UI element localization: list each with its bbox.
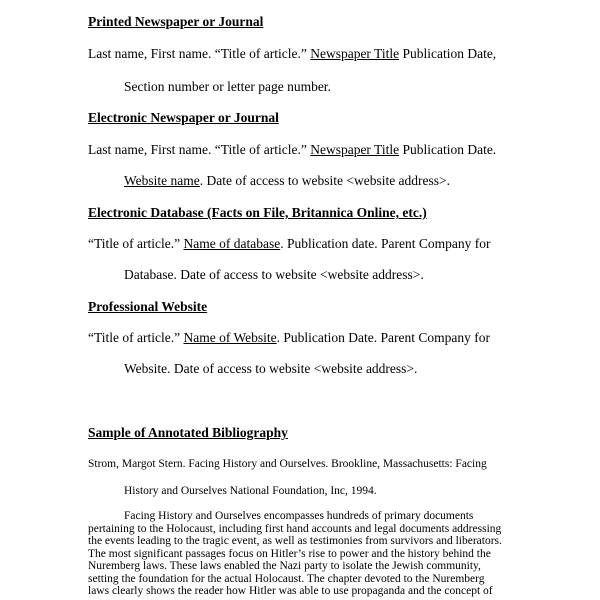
citation-format-line <box>88 236 491 252</box>
citation-format-line <box>88 142 496 158</box>
sample-citation-line: Strom, Margot Stern. Facing History and Ourselves. Brookline, Massachusetts: Facing <box>88 458 487 470</box>
citation-text: . Publication date. Parent Company for <box>280 236 491 251</box>
citation-text: “Title of article.” <box>88 236 184 251</box>
citation-underlined: Name of Website <box>183 330 277 345</box>
citation-format-line-indent <box>124 79 331 95</box>
citation-text: Publication Date. <box>399 142 497 157</box>
citation-underlined: Website name <box>124 173 200 188</box>
citation-text: Last name, First name. “Title of article.” <box>88 142 311 157</box>
sample-citation-line-indent: History and Ourselves National Foundation, Inc, 1994. <box>124 485 377 497</box>
annotation-line: pertaining to the Holocaust, including first hand accounts and legal documents addressing <box>88 522 502 535</box>
citation-format-line <box>88 46 496 62</box>
citation-format-line-indent <box>124 361 417 377</box>
annotation-line: The most significant passages focus on Hitler’s rise to power and the history behind the <box>88 547 491 560</box>
citation-format-line-indent <box>124 267 424 283</box>
citation-format-line <box>88 330 490 346</box>
annotation-line: Facing History and Ourselves encompasses hundreds of primary documents <box>124 510 474 522</box>
section-heading-electronic-newspaper: Electronic Newspaper or Journal <box>88 110 279 125</box>
annotation-line: laws clearly shows the reader how Hitler was able to use propaganda and the concept of <box>88 585 493 597</box>
citation-text: Publication Date, <box>399 46 497 61</box>
citation-format-line-indent <box>124 173 450 189</box>
citation-text: Database. Date of access to website <website address>. <box>124 267 424 282</box>
annotation-line: the events leading to the tragic event, as well as testimonies from survivors and liberators. <box>88 535 502 547</box>
section-heading-printed: Printed Newspaper or Journal <box>88 14 264 29</box>
section-heading-professional-website: Professional Website <box>88 299 208 314</box>
citation-underlined: Name of database <box>183 236 281 251</box>
citation-underlined: Newspaper Title <box>310 142 400 157</box>
citation-text: “Title of article.” <box>88 330 184 345</box>
annotation-line: Nuremberg laws. These laws enabled the Nazi party to isolate the Jewish community, <box>88 560 481 572</box>
annotation-paragraph <box>88 510 518 598</box>
citation-underlined: Newspaper Title <box>310 46 400 61</box>
annotation-line: setting the foundation for the actual Holocaust. The chapter devoted to the Nuremberg <box>88 572 485 585</box>
citation-text: Section number or letter page number. <box>124 79 331 94</box>
citation-text: . Publication Date. Parent Company for <box>276 330 490 345</box>
citation-text: Last name, First name. “Title of article.” <box>88 46 311 61</box>
citation-text: . Date of access to website <website address>. <box>199 173 451 188</box>
citation-text: Website. Date of access to website <website address>. <box>124 361 418 376</box>
section-heading-electronic-database: Electronic Database (Facts on File, Britannica Online, etc.) <box>88 205 427 220</box>
sample-heading: Sample of Annotated Bibliography <box>88 425 288 440</box>
